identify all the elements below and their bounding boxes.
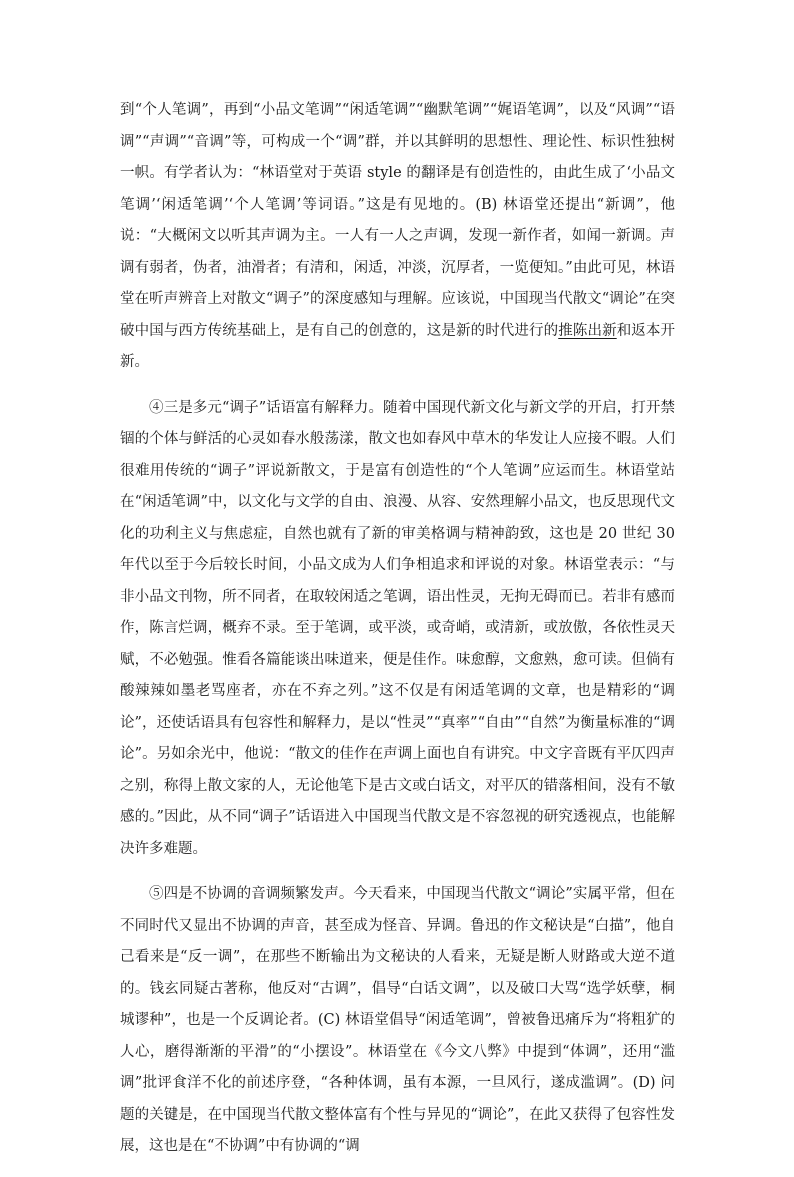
underlined-phrase: 推陈出新 <box>558 322 617 339</box>
paragraph-3-text: ⑤四是不协调的音调频繁发声。今天看来，中国现当代散文“调论”实属平常，但在不同时代又显出不协调的声音，甚至成为怪音、异调。鲁迅的作文秘诀是“白描”，他自己看来是“反一调”，在那些不断输出为文秘诀的人看来，无疑是断人财路或大逆不道的。钱玄同疑古著称，他反对“古调”，倡导“白话文调”，以及破口大骂“选学妖孽，桐城谬种”，也是一个反调论者。(C) 林语堂倡导“闲适笔调”，曾被鲁迅痛斥为“将粗犷的人心，磨得渐渐的平滑”的“小摆设”。林语堂在《今文八弊》中提到“体调”，还用“滥调”批评食洋不化的前述序登，“各种体调，虽有本源，一旦风行，遂成滥调”。(D) 问题的关键是，在中国现当代散文整体富有个性与异见的“调论”，在此又获得了包容性发展，这也是在“不协调”中有协调的“调 <box>120 886 675 1154</box>
paragraph-1-text: 到“个人笔调”，再到“小品文笔调”“闲适笔调”“幽默笔调”“娓语笔调”，以及“风调”“语调”“声调”“音调”等，可构成一个“调”群，并以其鲜明的思想性、理论性、标识性独树一帜。有学者认为：“林语堂对于英语 style 的翻译是有创造性的，由此生成了‘小品文笔调’‘闲适笔调’‘个人笔调’等词语。”这是有见地的。(B) 林语堂还提出“新调”，他说：“大概闲文以听其声调为主。一人有一人之声调，发现一新作者，如闻一新调。声调有弱者，伪者，油滑者；有清和，闲适，冲淡，沉厚者，一览便知。”由此可见，林语堂在听声辨音上对散文“调子”的深度感知与理解。应该说，中国现当代散文“调论”在突破中国与西方传统基础上，是有自己的创意的，这是新的时代进行的 <box>120 102 675 339</box>
paragraph-1-ending: 和返本开新。 <box>120 322 676 370</box>
paragraph-2 <box>120 393 675 866</box>
paragraph-1 <box>120 95 675 379</box>
body-text <box>120 95 675 1177</box>
paragraph-3 <box>120 879 675 1163</box>
paragraph-2-text: ④三是多元“调子”话语富有解释力。随着中国现代新文化与新文学的开启，打开禁锢的个体与鲜活的心灵如春水般荡漾，散文也如春风中草木的华发让人应接不暇。人们很难用传统的“调子”评说新散文，于是富有创造性的“个人笔调”应运而生。林语堂站在“闲适笔调”中，以文化与文学的自由、浪漫、从容、安然理解小品文，也反思现代文化的功利主义与焦虑症，自然也就有了新的审美格调与精神韵致，这也是 20 世纪 30 年代以至于今后较长时间，小品文成为人们争相追求和评说的对象。林语堂表示：“与非小品文刊物，所不同者，在取较闲适之笔调，语出性灵，无拘无碍而已。若非有感而作，陈言烂调，概弃不录。至于笔调，或平淡，或奇峭，或清新，或放傲，各依性灵天赋，不必勉强。惟看各篇能谈出味道来，便是佳作。味愈醇，文愈熟，愈可读。但倘有酸辣辣如墨老骂座者，亦在不弃之列。”这不仅是有闲适笔调的文章，也是精彩的“调论”，还使话语具有包容性和解释力，是以“性灵”“真率”“自由”“自然”为衡量标准的“调论”。另如余光中，他说：“散文的佳作在声调上面也自有讲究。中文字音既有平仄四声之别，称得上散文家的人，无论他笔下是古文或白话文，对平仄的错落相间，没有不敏感的。”因此，从不同“调子”话语进入中国现当代散文是不容忽视的研究透视点，也能解决许多难题。 <box>120 399 675 857</box>
